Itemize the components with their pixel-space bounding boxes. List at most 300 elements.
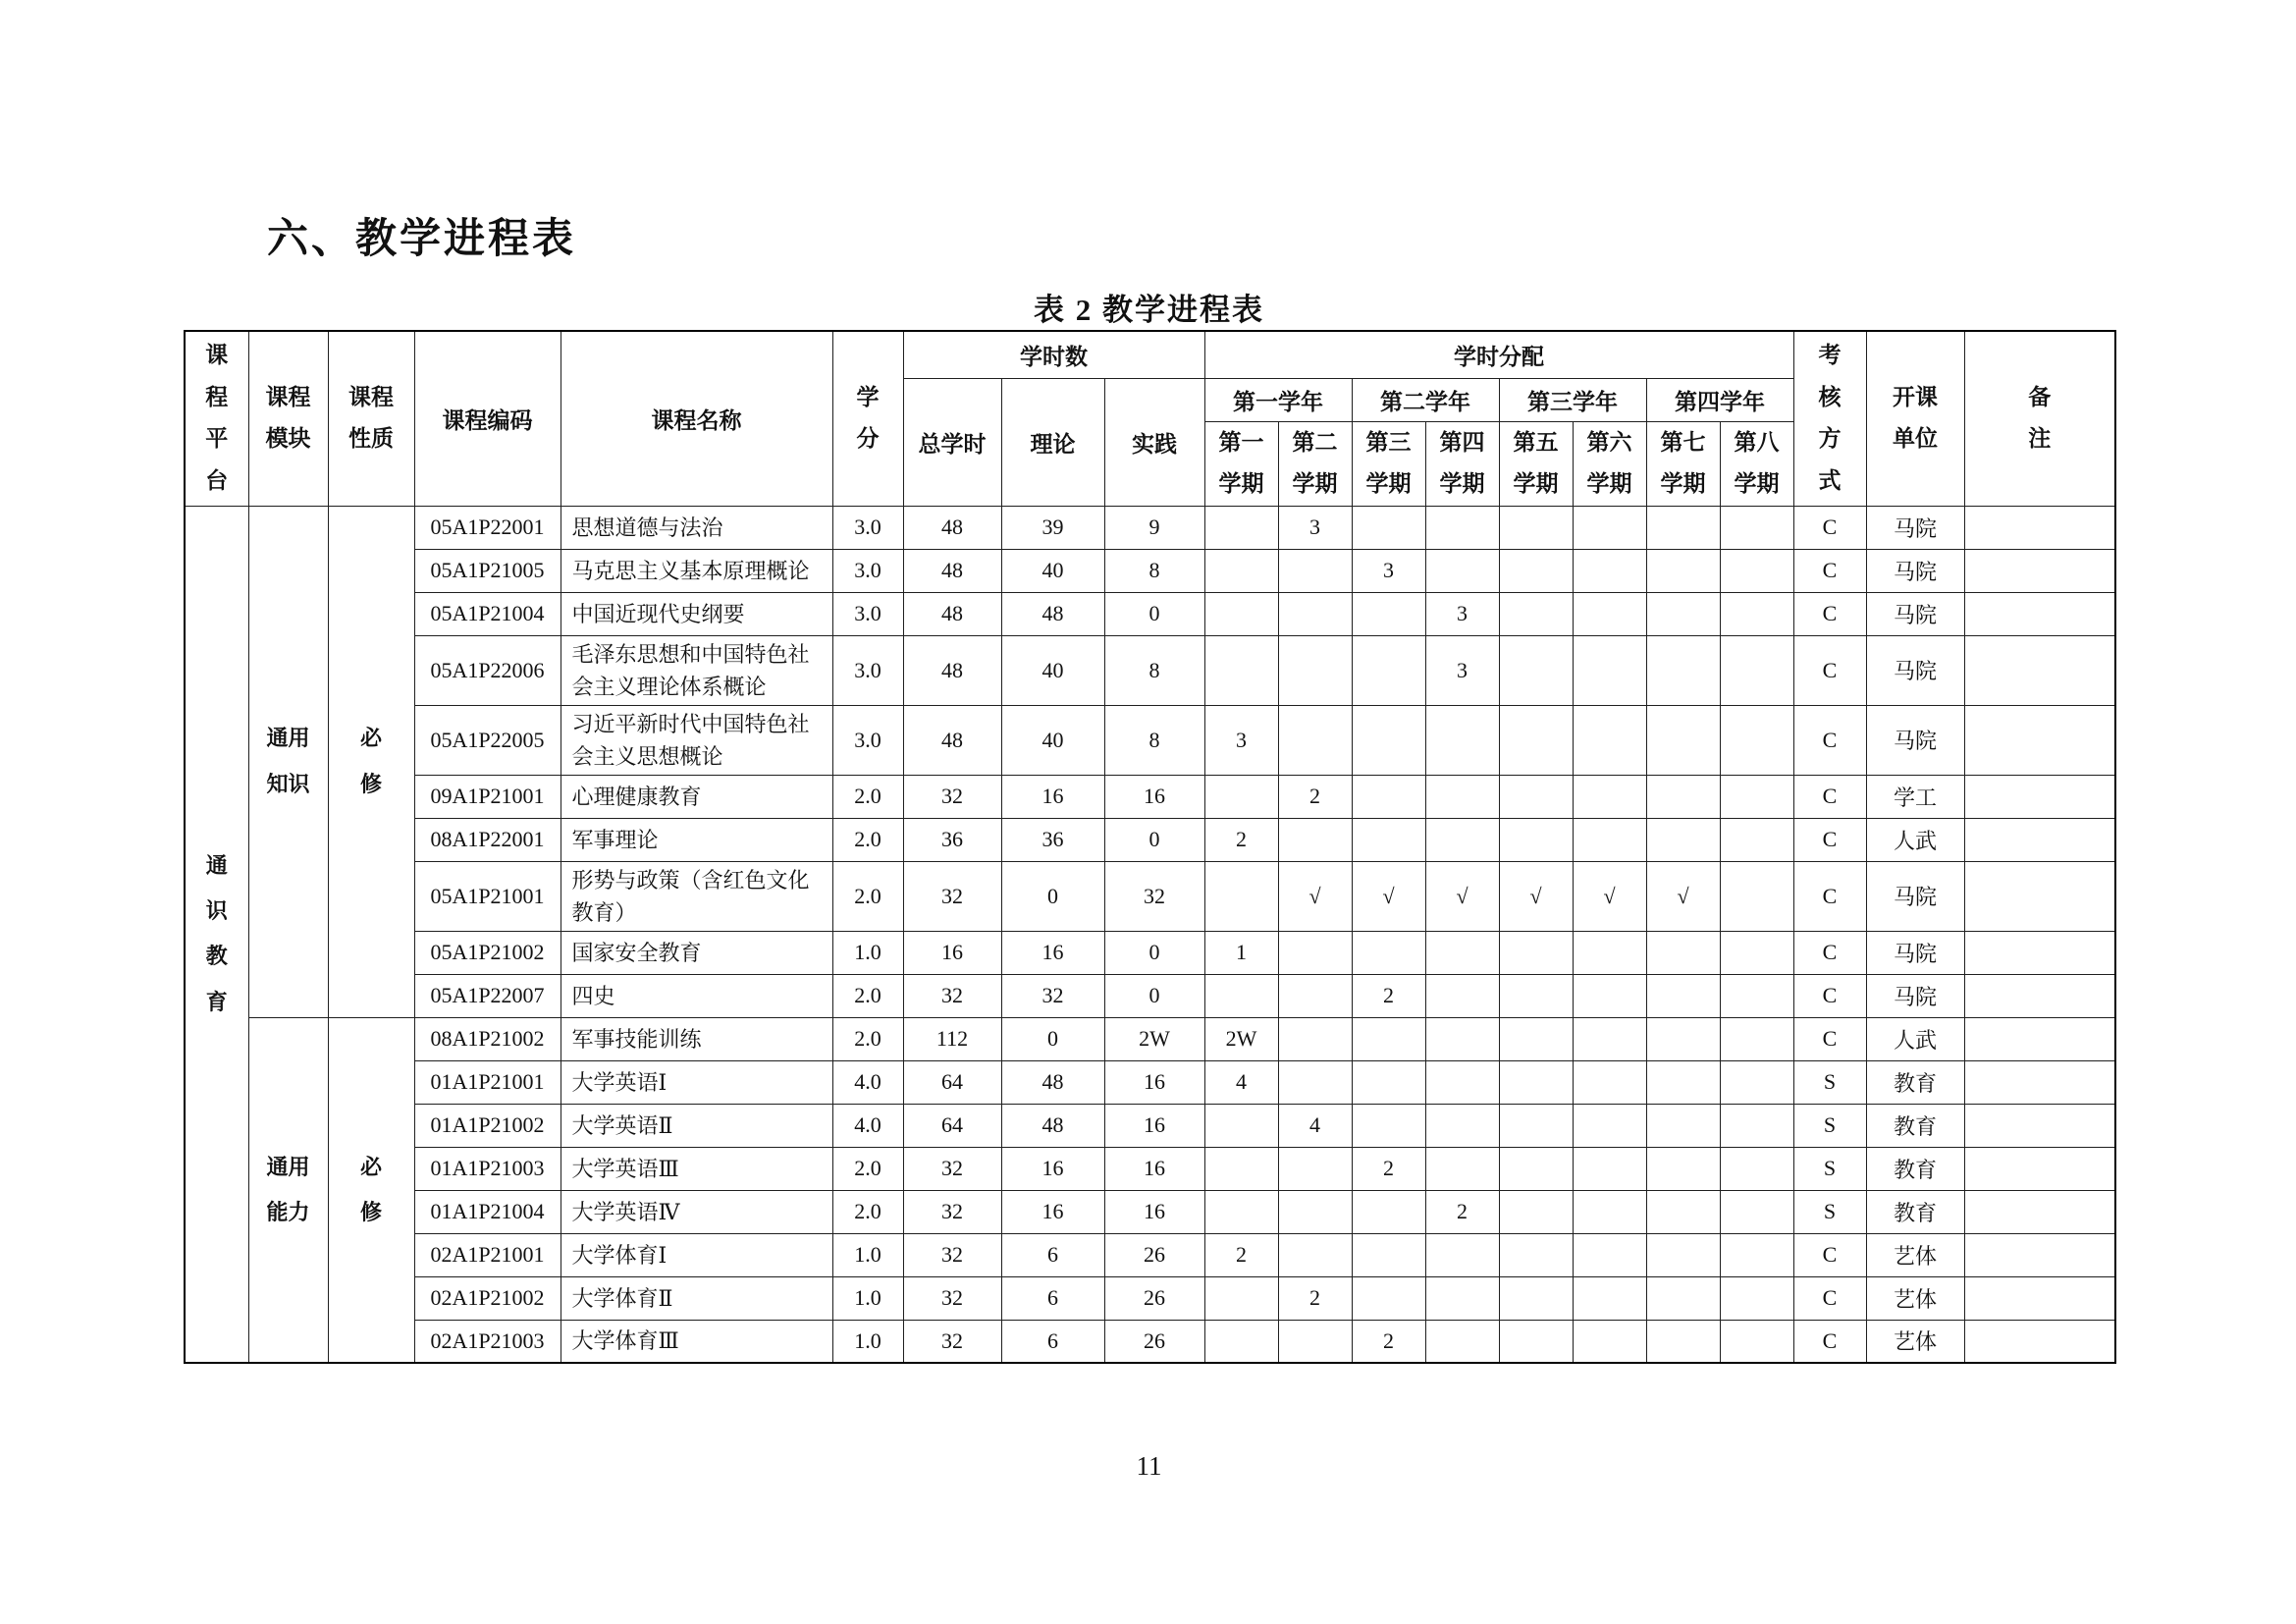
semester-cell (1646, 1017, 1720, 1060)
semester-cell (1499, 931, 1573, 974)
semester-cell (1720, 1147, 1793, 1190)
semester-cell (1278, 931, 1352, 974)
credit-cell: 2.0 (832, 1147, 903, 1190)
course-name-cell: 毛泽东思想和中国特色社会主义理论体系概论 (561, 635, 832, 705)
theory-hours-cell: 39 (1001, 506, 1104, 549)
remark-cell (1964, 861, 2115, 931)
semester-cell (1204, 592, 1278, 635)
course-name-cell: 形势与政策（含红色文化教育） (561, 861, 832, 931)
semester-cell (1646, 506, 1720, 549)
header-credit: 学分 (832, 331, 903, 506)
credit-cell: 3.0 (832, 592, 903, 635)
practice-hours-cell: 0 (1104, 592, 1204, 635)
assess-cell: C (1793, 592, 1866, 635)
semester-cell: 2 (1278, 775, 1352, 818)
remark-cell (1964, 1276, 2115, 1320)
credit-cell: 1.0 (832, 1276, 903, 1320)
semester-cell (1720, 592, 1793, 635)
table-row (185, 1060, 2115, 1104)
semester-cell (1573, 1190, 1646, 1233)
semester-cell (1499, 1190, 1573, 1233)
semester-cell (1352, 705, 1425, 775)
remark-cell (1964, 1233, 2115, 1276)
semester-cell (1573, 635, 1646, 705)
unit-cell: 人武 (1866, 818, 1964, 861)
course-code-cell: 02A1P21003 (414, 1320, 561, 1363)
header-row-1 (185, 331, 2115, 378)
unit-cell: 教育 (1866, 1060, 1964, 1104)
semester-cell (1425, 549, 1499, 592)
semester-cell: √ (1573, 861, 1646, 931)
semester-cell (1425, 775, 1499, 818)
remark-cell (1964, 549, 2115, 592)
table-row (185, 1320, 2115, 1363)
semester-cell (1352, 931, 1425, 974)
semester-cell (1425, 705, 1499, 775)
table-row (185, 818, 2115, 861)
credit-cell: 2.0 (832, 974, 903, 1017)
practice-hours-cell: 0 (1104, 818, 1204, 861)
total-hours-cell: 48 (903, 705, 1001, 775)
total-hours-cell: 64 (903, 1104, 1001, 1147)
semester-cell (1278, 1060, 1352, 1104)
course-name-cell: 心理健康教育 (561, 775, 832, 818)
theory-hours-cell: 6 (1001, 1320, 1104, 1363)
semester-cell (1720, 506, 1793, 549)
course-name-cell: 军事技能训练 (561, 1017, 832, 1060)
nature-cell: 必修 (328, 506, 414, 1017)
credit-cell: 4.0 (832, 1060, 903, 1104)
unit-cell: 马院 (1866, 974, 1964, 1017)
semester-cell (1499, 1147, 1573, 1190)
semester-cell (1573, 974, 1646, 1017)
semester-cell (1499, 1276, 1573, 1320)
table-row (185, 705, 2115, 775)
credit-cell: 1.0 (832, 1320, 903, 1363)
semester-cell (1573, 931, 1646, 974)
semester-cell: 2 (1278, 1276, 1352, 1320)
course-code-cell: 05A1P22006 (414, 635, 561, 705)
unit-cell: 马院 (1866, 705, 1964, 775)
semester-cell (1646, 1320, 1720, 1363)
assess-cell: S (1793, 1060, 1866, 1104)
course-name-cell: 大学英语Ⅰ (561, 1060, 832, 1104)
credit-cell: 3.0 (832, 705, 903, 775)
unit-cell: 学工 (1866, 775, 1964, 818)
credit-cell: 3.0 (832, 549, 903, 592)
semester-cell (1573, 705, 1646, 775)
total-hours-cell: 32 (903, 1190, 1001, 1233)
remark-cell (1964, 931, 2115, 974)
semester-cell (1204, 1190, 1278, 1233)
header-remark: 备注 (1964, 331, 2115, 506)
semester-cell (1720, 1233, 1793, 1276)
theory-hours-cell: 16 (1001, 1190, 1104, 1233)
semester-cell: 4 (1204, 1060, 1278, 1104)
remark-cell (1964, 775, 2115, 818)
semester-cell (1720, 861, 1793, 931)
practice-hours-cell: 8 (1104, 705, 1204, 775)
semester-cell (1720, 1276, 1793, 1320)
semester-cell (1573, 1060, 1646, 1104)
table-row (185, 775, 2115, 818)
semester-cell (1646, 974, 1720, 1017)
practice-hours-cell: 8 (1104, 635, 1204, 705)
semester-cell (1352, 1276, 1425, 1320)
semester-cell (1499, 1320, 1573, 1363)
header-total-hours: 总学时 (903, 378, 1001, 506)
header-nature: 课程性质 (328, 331, 414, 506)
semester-cell (1352, 1190, 1425, 1233)
semester-cell (1352, 818, 1425, 861)
total-hours-cell: 32 (903, 775, 1001, 818)
semester-cell (1499, 1060, 1573, 1104)
course-name-cell: 军事理论 (561, 818, 832, 861)
semester-cell (1204, 974, 1278, 1017)
practice-hours-cell: 2W (1104, 1017, 1204, 1060)
semester-cell (1278, 549, 1352, 592)
course-name-cell: 国家安全教育 (561, 931, 832, 974)
unit-cell: 艺体 (1866, 1320, 1964, 1363)
header-sem-5: 第五学期 (1499, 421, 1573, 506)
unit-cell: 艺体 (1866, 1233, 1964, 1276)
course-name-cell: 大学体育Ⅰ (561, 1233, 832, 1276)
course-name-cell: 思想道德与法治 (561, 506, 832, 549)
semester-cell (1720, 1017, 1793, 1060)
semester-cell (1646, 775, 1720, 818)
course-code-cell: 02A1P21002 (414, 1276, 561, 1320)
semester-cell (1425, 1104, 1499, 1147)
total-hours-cell: 48 (903, 506, 1001, 549)
header-course-code: 课程编码 (414, 331, 561, 506)
unit-cell: 马院 (1866, 861, 1964, 931)
header-sem-6: 第六学期 (1573, 421, 1646, 506)
semester-cell (1499, 818, 1573, 861)
semester-cell (1573, 1233, 1646, 1276)
assess-cell: C (1793, 974, 1866, 1017)
theory-hours-cell: 40 (1001, 549, 1104, 592)
semester-cell (1204, 506, 1278, 549)
module-cell: 通用知识 (248, 506, 328, 1017)
semester-cell (1499, 974, 1573, 1017)
course-code-cell: 05A1P21005 (414, 549, 561, 592)
theory-hours-cell: 0 (1001, 1017, 1104, 1060)
semester-cell (1499, 506, 1573, 549)
semester-cell (1204, 549, 1278, 592)
remark-cell (1964, 592, 2115, 635)
credit-cell: 2.0 (832, 861, 903, 931)
table-row (185, 506, 2115, 549)
semester-cell (1573, 1104, 1646, 1147)
semester-cell: 2 (1352, 974, 1425, 1017)
semester-cell (1720, 775, 1793, 818)
course-code-cell: 05A1P21004 (414, 592, 561, 635)
unit-cell: 教育 (1866, 1147, 1964, 1190)
semester-cell (1499, 1104, 1573, 1147)
assess-cell: C (1793, 635, 1866, 705)
unit-cell: 艺体 (1866, 1276, 1964, 1320)
header-year-2: 第二学年 (1352, 378, 1499, 421)
semester-cell (1425, 931, 1499, 974)
semester-cell (1204, 1104, 1278, 1147)
total-hours-cell: 32 (903, 1233, 1001, 1276)
semester-cell (1720, 818, 1793, 861)
semester-cell: 2 (1425, 1190, 1499, 1233)
theory-hours-cell: 36 (1001, 818, 1104, 861)
credit-cell: 1.0 (832, 1233, 903, 1276)
semester-cell (1499, 1233, 1573, 1276)
unit-cell: 马院 (1866, 931, 1964, 974)
header-sem-7: 第七学期 (1646, 421, 1720, 506)
semester-cell (1720, 974, 1793, 1017)
unit-cell: 人武 (1866, 1017, 1964, 1060)
table-row (185, 974, 2115, 1017)
semester-cell (1720, 1320, 1793, 1363)
theory-hours-cell: 6 (1001, 1233, 1104, 1276)
semester-cell: 3 (1278, 506, 1352, 549)
semester-cell (1499, 1017, 1573, 1060)
semester-cell (1278, 1017, 1352, 1060)
header-hours-group: 学时数 (903, 331, 1204, 378)
semester-cell (1646, 1060, 1720, 1104)
semester-cell: 3 (1425, 592, 1499, 635)
semester-cell (1720, 931, 1793, 974)
semester-cell (1352, 592, 1425, 635)
semester-cell (1646, 931, 1720, 974)
semester-cell (1720, 1060, 1793, 1104)
assess-cell: S (1793, 1104, 1866, 1147)
theory-hours-cell: 16 (1001, 1147, 1104, 1190)
practice-hours-cell: 16 (1104, 1060, 1204, 1104)
unit-cell: 马院 (1866, 635, 1964, 705)
semester-cell (1204, 1147, 1278, 1190)
assess-cell: C (1793, 1276, 1866, 1320)
header-year-1: 第一学年 (1204, 378, 1352, 421)
nature-cell: 必修 (328, 1017, 414, 1363)
assess-cell: C (1793, 1233, 1866, 1276)
semester-cell (1646, 549, 1720, 592)
semester-cell: 1 (1204, 931, 1278, 974)
course-name-cell: 大学英语Ⅱ (561, 1104, 832, 1147)
total-hours-cell: 48 (903, 635, 1001, 705)
table-caption: 表 2 教学进程表 (1034, 293, 1264, 327)
semester-cell (1573, 592, 1646, 635)
semester-cell: 2 (1352, 1147, 1425, 1190)
assess-cell: C (1793, 1320, 1866, 1363)
practice-hours-cell: 32 (1104, 861, 1204, 931)
course-name-cell: 四史 (561, 974, 832, 1017)
course-code-cell: 05A1P22005 (414, 705, 561, 775)
remark-cell (1964, 818, 2115, 861)
credit-cell: 1.0 (832, 931, 903, 974)
semester-cell (1573, 1147, 1646, 1190)
semester-cell (1204, 775, 1278, 818)
course-code-cell: 02A1P21001 (414, 1233, 561, 1276)
semester-cell (1499, 705, 1573, 775)
semester-cell (1352, 1017, 1425, 1060)
course-code-cell: 01A1P21004 (414, 1190, 561, 1233)
total-hours-cell: 112 (903, 1017, 1001, 1060)
table-row (185, 592, 2115, 635)
semester-cell: √ (1352, 861, 1425, 931)
semester-cell (1646, 592, 1720, 635)
total-hours-cell: 32 (903, 1276, 1001, 1320)
semester-cell (1425, 1147, 1499, 1190)
unit-cell: 教育 (1866, 1104, 1964, 1147)
header-module: 课程模块 (248, 331, 328, 506)
course-code-cell: 08A1P22001 (414, 818, 561, 861)
header-theory: 理论 (1001, 378, 1104, 506)
assess-cell: S (1793, 1190, 1866, 1233)
practice-hours-cell: 0 (1104, 931, 1204, 974)
semester-cell (1720, 1104, 1793, 1147)
remark-cell (1964, 506, 2115, 549)
remark-cell (1964, 635, 2115, 705)
table-row (185, 1017, 2115, 1060)
practice-hours-cell: 0 (1104, 974, 1204, 1017)
practice-hours-cell: 26 (1104, 1320, 1204, 1363)
header-platform: 课程平台 (185, 331, 248, 506)
semester-cell (1204, 635, 1278, 705)
total-hours-cell: 32 (903, 1320, 1001, 1363)
course-code-cell: 01A1P21001 (414, 1060, 561, 1104)
semester-cell: √ (1646, 861, 1720, 931)
table-row (185, 635, 2115, 705)
theory-hours-cell: 40 (1001, 705, 1104, 775)
total-hours-cell: 48 (903, 549, 1001, 592)
semester-cell (1720, 1190, 1793, 1233)
semester-cell (1352, 1104, 1425, 1147)
remark-cell (1964, 705, 2115, 775)
header-sem-8: 第八学期 (1720, 421, 1793, 506)
course-code-cell: 08A1P21002 (414, 1017, 561, 1060)
course-name-cell: 大学英语Ⅲ (561, 1147, 832, 1190)
table-row (185, 1147, 2115, 1190)
credit-cell: 3.0 (832, 506, 903, 549)
semester-cell (1425, 974, 1499, 1017)
semester-cell (1499, 775, 1573, 818)
assess-cell: C (1793, 1017, 1866, 1060)
semester-cell (1720, 705, 1793, 775)
semester-cell (1499, 635, 1573, 705)
practice-hours-cell: 16 (1104, 775, 1204, 818)
header-year-3: 第三学年 (1499, 378, 1646, 421)
semester-cell: 2 (1204, 1233, 1278, 1276)
theory-hours-cell: 48 (1001, 1104, 1104, 1147)
semester-cell (1425, 506, 1499, 549)
course-name-cell: 大学英语Ⅳ (561, 1190, 832, 1233)
remark-cell (1964, 1147, 2115, 1190)
credit-cell: 3.0 (832, 635, 903, 705)
assess-cell: C (1793, 506, 1866, 549)
semester-cell (1278, 705, 1352, 775)
credit-cell: 2.0 (832, 818, 903, 861)
practice-hours-cell: 16 (1104, 1147, 1204, 1190)
page-number: 11 (1136, 1451, 1162, 1481)
semester-cell (1425, 1017, 1499, 1060)
table-row (185, 931, 2115, 974)
assess-cell: C (1793, 818, 1866, 861)
total-hours-cell: 48 (903, 592, 1001, 635)
semester-cell (1573, 818, 1646, 861)
practice-hours-cell: 9 (1104, 506, 1204, 549)
semester-cell (1499, 549, 1573, 592)
semester-cell (1646, 1190, 1720, 1233)
semester-cell (1573, 1320, 1646, 1363)
semester-cell (1425, 1276, 1499, 1320)
header-sem-3: 第三学期 (1352, 421, 1425, 506)
semester-cell (1646, 1147, 1720, 1190)
practice-hours-cell: 26 (1104, 1233, 1204, 1276)
unit-cell: 马院 (1866, 592, 1964, 635)
module-cell: 通用能力 (248, 1017, 328, 1363)
semester-cell (1720, 635, 1793, 705)
table-row (185, 861, 2115, 931)
course-name-cell: 大学体育Ⅲ (561, 1320, 832, 1363)
header-unit: 开课单位 (1866, 331, 1964, 506)
total-hours-cell: 16 (903, 931, 1001, 974)
semester-cell (1646, 635, 1720, 705)
total-hours-cell: 32 (903, 1147, 1001, 1190)
remark-cell (1964, 1104, 2115, 1147)
semester-cell (1278, 1233, 1352, 1276)
semester-cell: 2W (1204, 1017, 1278, 1060)
semester-cell (1278, 1190, 1352, 1233)
remark-cell (1964, 974, 2115, 1017)
remark-cell (1964, 1060, 2115, 1104)
semester-cell (1646, 1233, 1720, 1276)
header-course-name: 课程名称 (561, 331, 832, 506)
semester-cell (1278, 818, 1352, 861)
theory-hours-cell: 32 (1001, 974, 1104, 1017)
course-name-cell: 大学体育Ⅱ (561, 1276, 832, 1320)
remark-cell (1964, 1320, 2115, 1363)
semester-cell (1573, 1276, 1646, 1320)
unit-cell: 马院 (1866, 506, 1964, 549)
header-sem-2: 第二学期 (1278, 421, 1352, 506)
semester-cell: √ (1278, 861, 1352, 931)
course-name-cell: 习近平新时代中国特色社会主义思想概论 (561, 705, 832, 775)
course-name-cell: 中国近现代史纲要 (561, 592, 832, 635)
semester-cell (1352, 775, 1425, 818)
semester-cell (1499, 592, 1573, 635)
teaching-schedule-table (184, 330, 2116, 1364)
table-row (185, 1276, 2115, 1320)
course-code-cell: 01A1P21003 (414, 1147, 561, 1190)
semester-cell (1646, 705, 1720, 775)
semester-cell: 3 (1204, 705, 1278, 775)
semester-cell (1204, 861, 1278, 931)
theory-hours-cell: 6 (1001, 1276, 1104, 1320)
semester-cell (1573, 775, 1646, 818)
semester-cell (1352, 1233, 1425, 1276)
total-hours-cell: 32 (903, 974, 1001, 1017)
practice-hours-cell: 26 (1104, 1276, 1204, 1320)
semester-cell (1573, 1017, 1646, 1060)
total-hours-cell: 32 (903, 861, 1001, 931)
semester-cell: √ (1425, 861, 1499, 931)
unit-cell: 马院 (1866, 549, 1964, 592)
semester-cell: √ (1499, 861, 1573, 931)
semester-cell (1425, 1233, 1499, 1276)
semester-cell: 3 (1425, 635, 1499, 705)
total-hours-cell: 36 (903, 818, 1001, 861)
semester-cell (1278, 1147, 1352, 1190)
theory-hours-cell: 16 (1001, 775, 1104, 818)
remark-cell (1964, 1190, 2115, 1233)
practice-hours-cell: 16 (1104, 1104, 1204, 1147)
course-code-cell: 05A1P22001 (414, 506, 561, 549)
